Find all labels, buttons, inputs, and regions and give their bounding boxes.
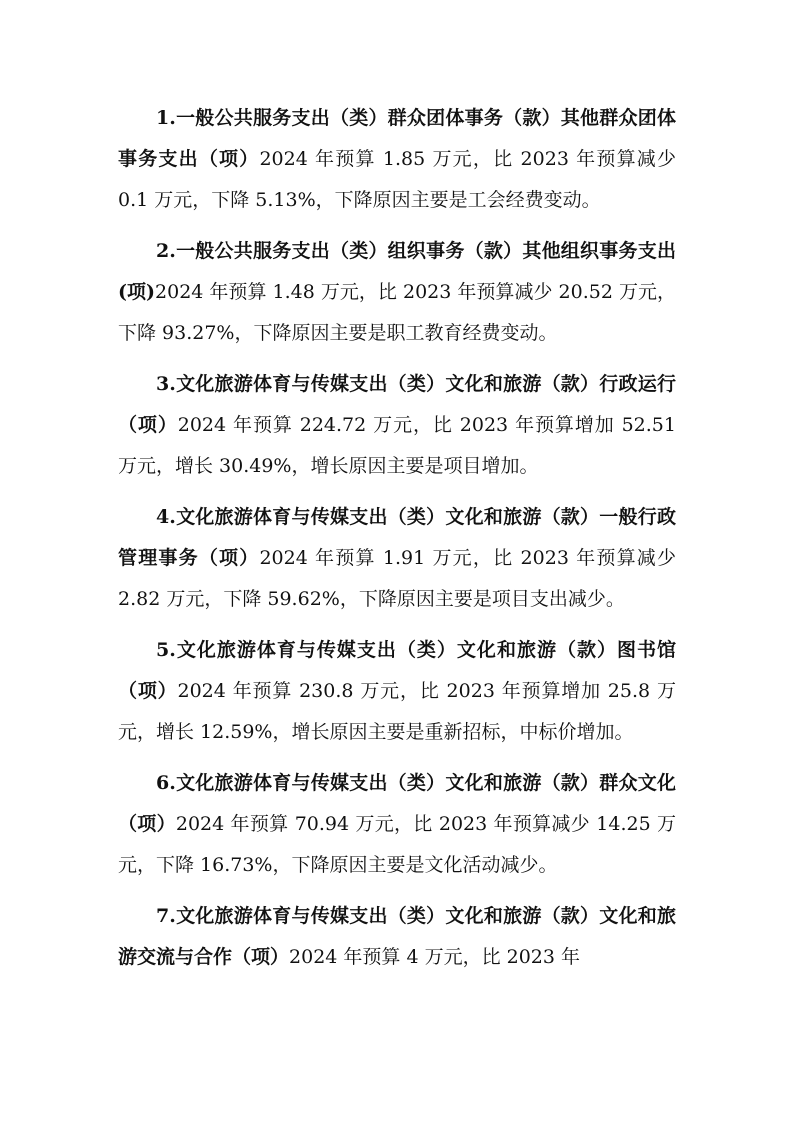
item-heading: 3.文化旅游体育与传媒支出（类）文化和旅游（款）行政运行（项） (118, 373, 676, 436)
item-heading: 7.文化旅游体育与传媒支出（类）文化和旅游（款）文化和旅游交流与合作（项） (118, 905, 676, 968)
item-heading: 2.一般公共服务支出（类）组织事务（款）其他组织事务支出(项) (118, 240, 676, 303)
item-heading: 5.文化旅游体育与传媒支出（类）文化和旅游（款）图书馆（项） (118, 639, 676, 702)
budget-item-5 (118, 630, 676, 753)
item-heading: 6.文化旅游体育与传媒支出（类）文化和旅游（款）群众文化（项） (118, 772, 676, 835)
item-body: 2024 年预算 224.72 万元，比 2023 年预算增加 52.51 万元，增长 30.49%，增长原因主要是项目增加。 (118, 414, 676, 477)
item-body: 2024 年预算 70.94 万元，比 2023 年预算减少 14.25 万元，下降 16.73%，下降原因主要是文化活动减少。 (118, 813, 676, 876)
budget-item-7 (118, 896, 676, 978)
item-heading: 4.文化旅游体育与传媒支出（类）文化和旅游（款）一般行政管理事务（项） (118, 506, 676, 569)
budget-item-6 (118, 763, 676, 886)
item-body: 2024 年预算 4 万元，比 2023 年 (289, 946, 581, 968)
budget-item-1 (118, 98, 676, 221)
item-body: 2024 年预算 1.85 万元，比 2023 年预算减少 0.1 万元，下降 5.13%，下降原因主要是工会经费变动。 (118, 148, 676, 211)
item-heading: 1.一般公共服务支出（类）群众团体事务（款）其他群众团体事务支出（项） (118, 107, 676, 170)
budget-item-3 (118, 364, 676, 487)
document-page (118, 98, 676, 988)
budget-item-2 (118, 231, 676, 354)
budget-item-4 (118, 497, 676, 620)
item-body: 2024 年预算 230.8 万元，比 2023 年预算增加 25.8 万元，增长 12.59%，增长原因主要是重新招标，中标价增加。 (118, 680, 676, 743)
item-body: 2024 年预算 1.48 万元，比 2023 年预算减少 20.52 万元，下降 93.27%，下降原因主要是职工教育经费变动。 (118, 281, 676, 344)
item-body: 2024 年预算 1.91 万元，比 2023 年预算减少 2.82 万元，下降 59.62%，下降原因主要是项目支出减少。 (118, 547, 676, 610)
